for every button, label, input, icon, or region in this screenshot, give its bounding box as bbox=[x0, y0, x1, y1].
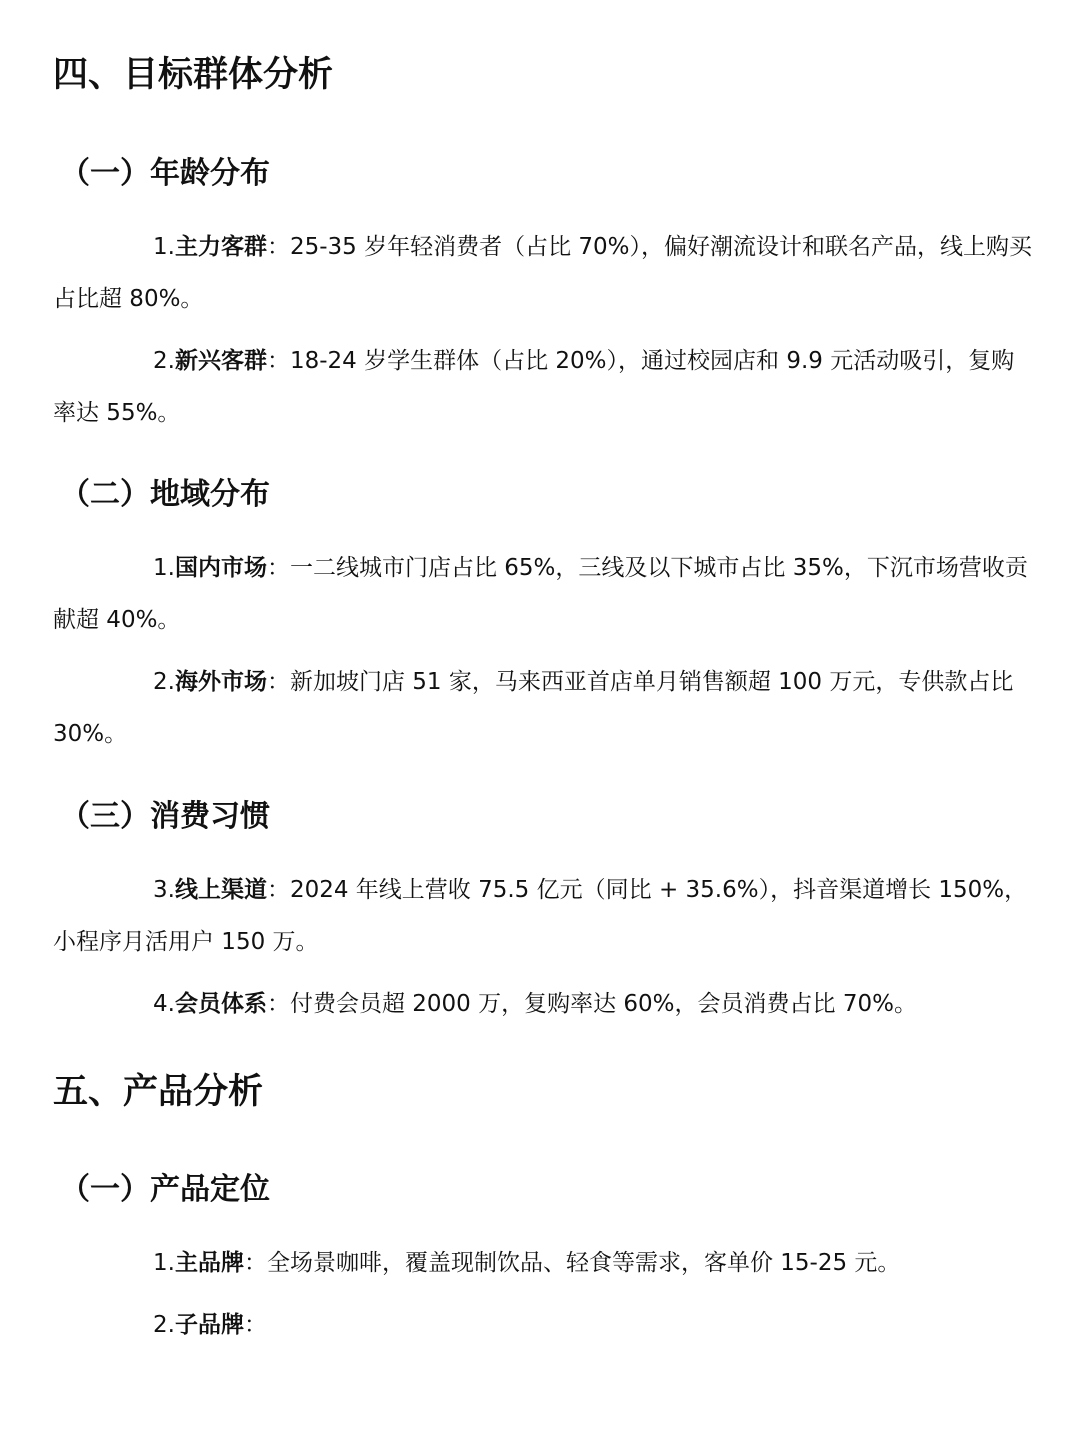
list-item bbox=[53, 542, 1033, 646]
subsection-title-age: （一）年龄分布 bbox=[60, 156, 270, 191]
item-term: 会员体系 bbox=[174, 991, 267, 1017]
item-text: ：一二线城市门店占比 65%，三线及以下城市占比 35%，下沉市场营收贡献超 40%。 bbox=[53, 555, 1028, 633]
item-number: 2. bbox=[153, 1312, 175, 1338]
item-number: 4. bbox=[153, 991, 175, 1017]
list-item bbox=[53, 335, 1033, 439]
item-term: 新兴客群 bbox=[174, 348, 267, 374]
item-number: 1. bbox=[153, 234, 175, 260]
list-item bbox=[53, 656, 1033, 760]
list-item bbox=[53, 864, 1033, 968]
section-title-target-groups: 四、目标群体分析 bbox=[53, 55, 334, 95]
item-text: ：新加坡门店 51 家，马来西亚首店单月销售额超 100 万元，专供款占比 30%。 bbox=[53, 669, 1014, 747]
list-item bbox=[53, 1299, 1033, 1351]
item-text: ：25-35 岁年轻消费者（占比 70%），偏好潮流设计和联名产品，线上购买占比超 80%。 bbox=[53, 234, 1033, 312]
item-number: 2. bbox=[153, 669, 175, 695]
item-number: 3. bbox=[153, 877, 175, 903]
item-term: 主力客群 bbox=[174, 234, 267, 260]
section-title-product-analysis: 五、产品分析 bbox=[53, 1072, 264, 1112]
subsection-title-region: （二）地域分布 bbox=[60, 477, 270, 512]
list-item bbox=[53, 221, 1033, 325]
subsection-title-consumption-habits: （三）消费习惯 bbox=[60, 799, 270, 834]
item-number: 2. bbox=[153, 348, 175, 374]
item-number: 1. bbox=[153, 555, 175, 581]
list-item bbox=[53, 978, 1033, 1030]
item-term: 线上渠道 bbox=[174, 877, 267, 903]
item-term: 国内市场 bbox=[174, 555, 267, 581]
item-text: ：18-24 岁学生群体（占比 20%），通过校园店和 9.9 元活动吸引，复购率达 55%。 bbox=[53, 348, 1015, 426]
item-text: ：2024 年线上营收 75.5 亿元（同比 + 35.6%），抖音渠道增长 150%，小程序月活用户 150 万。 bbox=[53, 877, 1028, 955]
item-number: 1. bbox=[153, 1250, 175, 1276]
item-term: 主品牌 bbox=[174, 1250, 244, 1276]
list-item bbox=[53, 1237, 1033, 1289]
subsection-title-product-positioning: （一）产品定位 bbox=[60, 1172, 270, 1207]
item-text: ：全场景咖啡，覆盖现制饮品、轻食等需求，客单价 15-25 元。 bbox=[243, 1250, 901, 1276]
item-term: 子品牌 bbox=[174, 1312, 244, 1338]
item-text: ：付费会员超 2000 万，复购率达 60%，会员消费占比 70%。 bbox=[266, 991, 917, 1017]
item-text: ： bbox=[243, 1312, 267, 1338]
item-term: 海外市场 bbox=[174, 669, 267, 695]
